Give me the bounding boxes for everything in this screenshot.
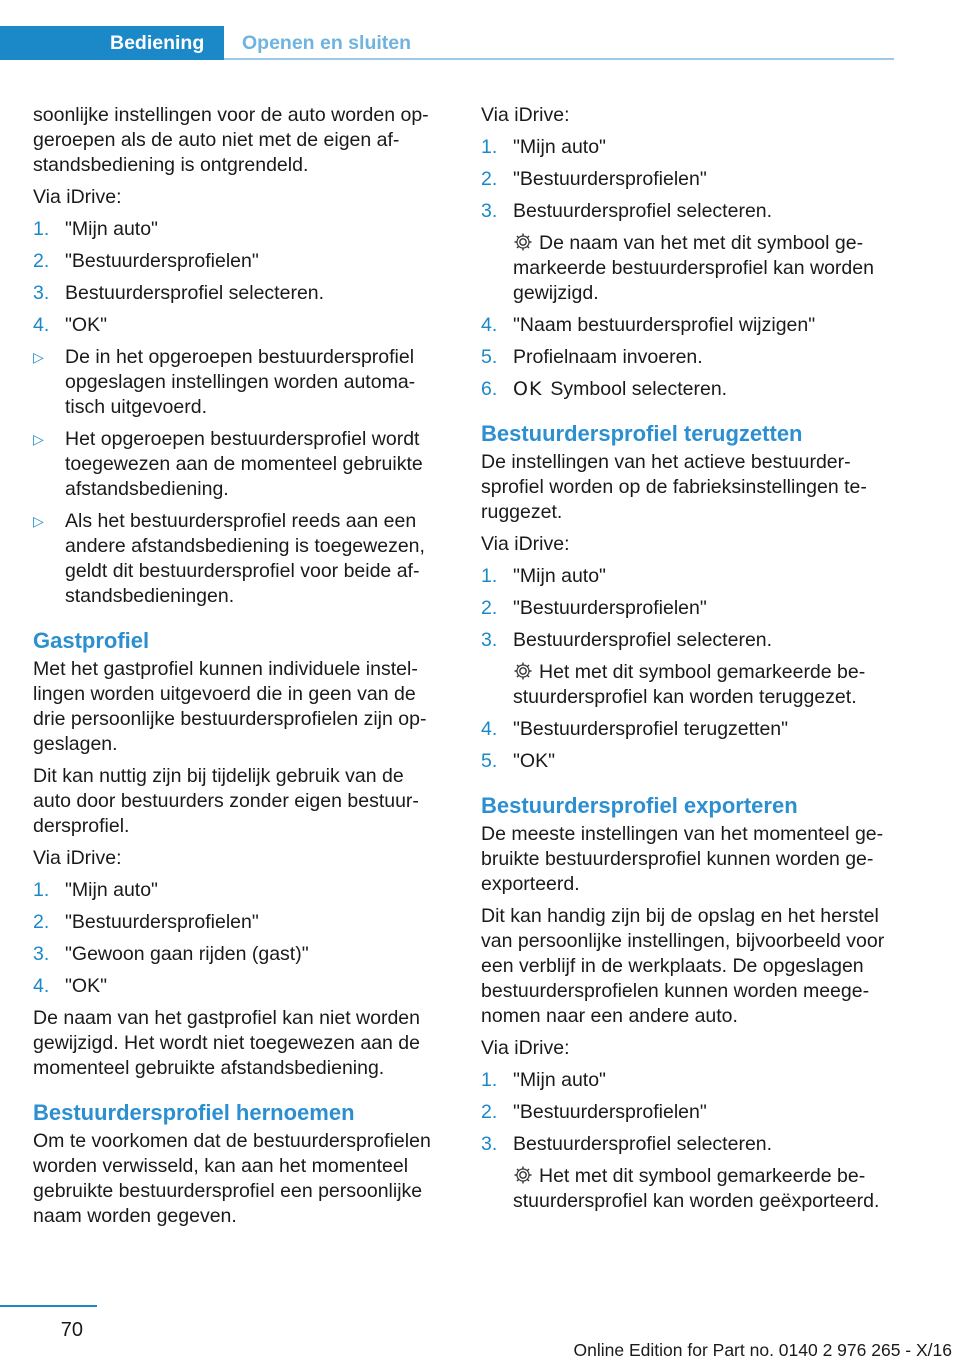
bullet-list xyxy=(33,345,445,609)
note-text: De naam van het met dit symbool ge-markeerde bestuurdersprofiel kan worden gewijzigd. xyxy=(513,232,874,304)
gast-paragraph-3: De naam van het gastprofiel kan niet worden gewijzigd. Het wordt niet toegewezen aan de momenteel gebruikte afstandsbediening. xyxy=(33,1007,420,1079)
step-text: Profielnaam invoeren. xyxy=(513,346,703,368)
heading-exporteren: Bestuurdersprofiel exporteren xyxy=(481,793,798,818)
step-item xyxy=(33,878,445,903)
steps-list xyxy=(481,135,895,402)
step-item xyxy=(481,717,895,742)
gear-icon xyxy=(513,232,533,252)
step-text: "Bestuurdersprofielen" xyxy=(65,911,259,933)
export-paragraph-2: Dit kan handig zijn bij de opslag en het herstel van persoonlijke instellingen, bijvoorbeeld voor een verblijf in de werkplaats. De opgeslagen bestuurdersprofielen kunnen worden meege-nomen naar een andere auto. xyxy=(481,905,885,1027)
tab-bediening[interactable]: Bediening xyxy=(0,26,224,60)
step-number: 3. xyxy=(481,200,498,222)
step-note xyxy=(513,231,895,306)
step-item xyxy=(33,281,445,306)
triangle-bullet-icon: ▷ xyxy=(33,431,44,447)
step-number: 4. xyxy=(481,314,498,336)
step-item xyxy=(33,910,445,935)
header-tabbar xyxy=(0,26,894,62)
step-text: Bestuurdersprofiel selecteren. xyxy=(513,1133,773,1155)
step-text: "Bestuurdersprofiel terugzetten" xyxy=(513,718,789,740)
step-item xyxy=(33,249,445,274)
via-idrive-label: Via iDrive: xyxy=(33,186,122,208)
ok-icon: OK xyxy=(513,378,543,400)
heading-gastprofiel: Gastprofiel xyxy=(33,628,150,653)
gear-icon xyxy=(513,661,533,681)
step-text: "Bestuurdersprofielen" xyxy=(513,1101,707,1123)
intro-paragraph: soonlijke instellingen voor de auto worden op-geroepen als de auto niet met de eigen af-standsbediening is ontgrendeld. xyxy=(33,104,429,176)
step-number: 1. xyxy=(481,565,498,587)
footer-edition: Online Edition for Part no. 0140 2 976 265 - X/16 xyxy=(573,1340,952,1360)
step-item xyxy=(481,345,895,370)
step-item xyxy=(33,974,445,999)
step-number: 1. xyxy=(481,136,498,158)
steps-list xyxy=(33,878,445,999)
bullet-item xyxy=(33,345,445,420)
step-item xyxy=(33,313,445,338)
bullet-text: Als het bestuurdersprofiel reeds aan een andere afstandsbediening is toegewezen, geldt dit bestuurdersprofiel voor beide af-standsbedieningen. xyxy=(65,510,425,607)
step-item xyxy=(481,199,895,306)
heading-terugzetten: Bestuurdersprofiel terugzetten xyxy=(481,421,803,446)
step-number: 3. xyxy=(33,943,50,965)
via-idrive-label: Via iDrive: xyxy=(481,1037,570,1059)
gast-paragraph-2: Dit kan nuttig zijn bij tijdelijk gebruik van de auto door bestuurders zonder eigen bestuur-dersprofiel. xyxy=(33,765,419,837)
step-item xyxy=(33,217,445,242)
step-number: 4. xyxy=(33,975,50,997)
steps-list xyxy=(33,217,445,338)
bullet-text: Het opgeroepen bestuurdersprofiel wordt toegewezen aan de momenteel gebruikte afstandsbediening. xyxy=(65,428,423,500)
step-number: 5. xyxy=(481,346,498,368)
step-text: "Mijn auto" xyxy=(65,879,158,901)
step-number: 6. xyxy=(481,378,498,400)
step-text: "Mijn auto" xyxy=(65,218,158,240)
tab-openen-en-sluiten[interactable]: Openen en sluiten xyxy=(242,32,412,54)
step-item xyxy=(481,135,895,160)
step-note xyxy=(513,1164,895,1214)
step-item xyxy=(481,377,895,402)
step-item xyxy=(481,1100,895,1125)
footer-rule xyxy=(0,1305,97,1307)
steps-list xyxy=(481,1068,895,1214)
step-number: 2. xyxy=(33,250,50,272)
step-number: 1. xyxy=(33,879,50,901)
step-number: 5. xyxy=(481,750,498,772)
step-text: "Mijn auto" xyxy=(513,136,606,158)
bullet-text: De in het opgeroepen bestuurdersprofiel opgeslagen instellingen worden automa-tisch uitgevoerd. xyxy=(65,346,416,418)
step-number: 1. xyxy=(33,218,50,240)
step-item xyxy=(481,1132,895,1214)
step-text: Bestuurdersprofiel selecteren. xyxy=(65,282,325,304)
step-item xyxy=(33,942,445,967)
export-paragraph-1: De meeste instellingen van het momenteel ge-bruikte bestuurdersprofiel kunnen worden ge-exporteerd. xyxy=(481,823,884,895)
step-item xyxy=(481,628,895,710)
step-text: "Mijn auto" xyxy=(513,565,606,587)
heading-hernoemen: Bestuurdersprofiel hernoemen xyxy=(33,1100,355,1125)
gast-paragraph-1: Met het gastprofiel kunnen individuele instel-lingen worden uitgevoerd die in geen van de drie persoonlijke bestuurdersprofielen zijn op-geslagen. xyxy=(33,658,427,755)
step-text: "OK" xyxy=(513,750,556,772)
step-number: 2. xyxy=(481,168,498,190)
step-number: 2. xyxy=(481,597,498,619)
step-number: 2. xyxy=(33,911,50,933)
bullet-item xyxy=(33,509,445,609)
step-number: 3. xyxy=(481,629,498,651)
gear-icon xyxy=(513,1165,533,1185)
header-rule xyxy=(224,58,894,60)
step-text: Bestuurdersprofiel selecteren. xyxy=(513,629,773,651)
step-text: Symbool selecteren. xyxy=(550,378,728,400)
step-text: Bestuurdersprofiel selecteren. xyxy=(513,200,773,222)
step-number: 3. xyxy=(481,1133,498,1155)
note-text: Het met dit symbool gemarkeerde be-stuurdersprofiel kan worden geëxporteerd. xyxy=(513,1165,880,1212)
via-idrive-label: Via iDrive: xyxy=(481,104,570,126)
step-item xyxy=(481,749,895,774)
left-column xyxy=(33,103,445,1236)
step-text: "Bestuurdersprofielen" xyxy=(513,168,707,190)
step-item xyxy=(481,1068,895,1093)
page-number: 70 xyxy=(60,1319,83,1341)
step-note xyxy=(513,660,895,710)
triangle-bullet-icon: ▷ xyxy=(33,513,44,529)
hernoemen-paragraph: Om te voorkomen dat de bestuurdersprofielen worden verwisseld, kan aan het momenteel gebruikte bestuurdersprofiel een persoonlijke naam worden gegeven. xyxy=(33,1130,431,1227)
triangle-bullet-icon: ▷ xyxy=(33,349,44,365)
steps-list xyxy=(481,564,895,774)
step-text: "Mijn auto" xyxy=(513,1069,606,1091)
note-text: Het met dit symbool gemarkeerde be-stuurdersprofiel kan worden teruggezet. xyxy=(513,661,866,708)
step-text: "OK" xyxy=(65,314,108,336)
step-text: "Gewoon gaan rijden (gast)" xyxy=(65,943,309,965)
terug-paragraph: De instellingen van het actieve bestuurder-sprofiel worden op de fabrieksinstellingen te-ruggezet. xyxy=(481,451,867,523)
step-text: "Naam bestuurdersprofiel wijzigen" xyxy=(513,314,816,336)
via-idrive-label: Via iDrive: xyxy=(33,847,122,869)
via-idrive-label: Via iDrive: xyxy=(481,533,570,555)
right-column xyxy=(481,103,895,1221)
step-item xyxy=(481,564,895,589)
step-text: "Bestuurdersprofielen" xyxy=(513,597,707,619)
step-number: 2. xyxy=(481,1101,498,1123)
step-number: 4. xyxy=(481,718,498,740)
step-number: 4. xyxy=(33,314,50,336)
step-number: 1. xyxy=(481,1069,498,1091)
step-item xyxy=(481,596,895,621)
step-text: "OK" xyxy=(65,975,108,997)
bullet-item xyxy=(33,427,445,502)
step-item xyxy=(481,313,895,338)
step-item xyxy=(481,167,895,192)
step-text: "Bestuurdersprofielen" xyxy=(65,250,259,272)
step-number: 3. xyxy=(33,282,50,304)
